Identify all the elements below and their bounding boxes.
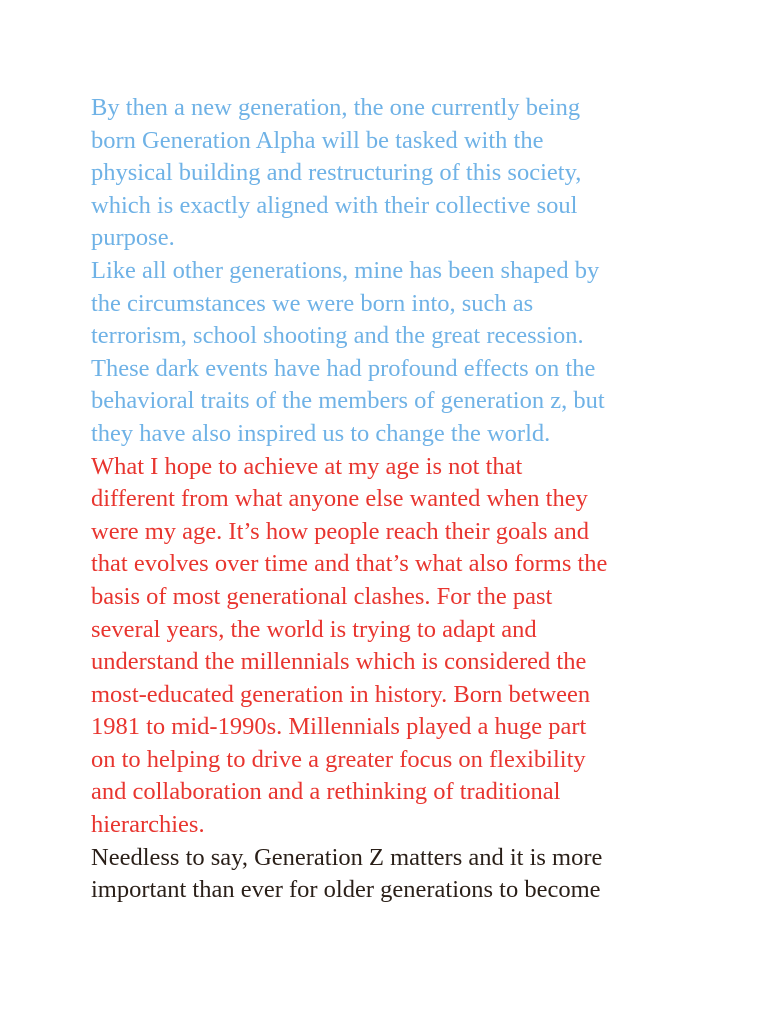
- text-line: Needless to say, Generation Z matters and it is more: [91, 843, 603, 871]
- text-line: behavioral traits of the members of generation z, but: [91, 387, 605, 415]
- text-line: and collaboration and a rethinking of traditional: [91, 778, 561, 806]
- text-line: the circumstances we were born into, such as: [91, 289, 534, 317]
- text-line: on to helping to drive a greater focus on flexibility: [91, 745, 586, 773]
- text-line: understand the millennials which is considered the: [91, 648, 587, 676]
- text-line: 1981 to mid-1990s. Millennials played a huge part: [91, 713, 587, 741]
- paragraph-generation-z: [91, 842, 691, 907]
- text-line: were my age. It’s how people reach their goals and: [91, 517, 589, 545]
- text-line: most-educated generation in history. Born between: [91, 680, 591, 708]
- text-line: which is exactly aligned with their collective soul: [91, 191, 578, 219]
- paragraph-generation-alpha: [91, 92, 691, 255]
- text-line: that evolves over time and that’s what also forms the: [91, 550, 608, 578]
- text-line: physical building and restructuring of this society,: [91, 159, 582, 187]
- paragraph-millennials: [91, 451, 691, 842]
- text-line: born Generation Alpha will be tasked with the: [91, 126, 544, 154]
- document-body: [91, 92, 691, 907]
- text-line: These dark events have had profound effects on the: [91, 354, 596, 382]
- text-line: What I hope to achieve at my age is not that: [91, 452, 523, 480]
- text-line: important than ever for older generations to become: [91, 876, 601, 904]
- text-line: terrorism, school shooting and the great recession.: [91, 322, 584, 350]
- text-line: different from what anyone else wanted when they: [91, 485, 588, 513]
- text-line: several years, the world is trying to adapt and: [91, 615, 537, 643]
- text-line: purpose.: [91, 224, 175, 252]
- text-line: By then a new generation, the one currently being: [91, 94, 581, 121]
- text-line: Like all other generations, mine has been shaped by: [91, 256, 600, 284]
- text-line: they have also inspired us to change the world.: [91, 419, 551, 447]
- text-line: basis of most generational clashes. For the past: [91, 582, 553, 610]
- paragraph-generation-shaping: [91, 255, 691, 451]
- text-line: hierarchies.: [91, 811, 205, 839]
